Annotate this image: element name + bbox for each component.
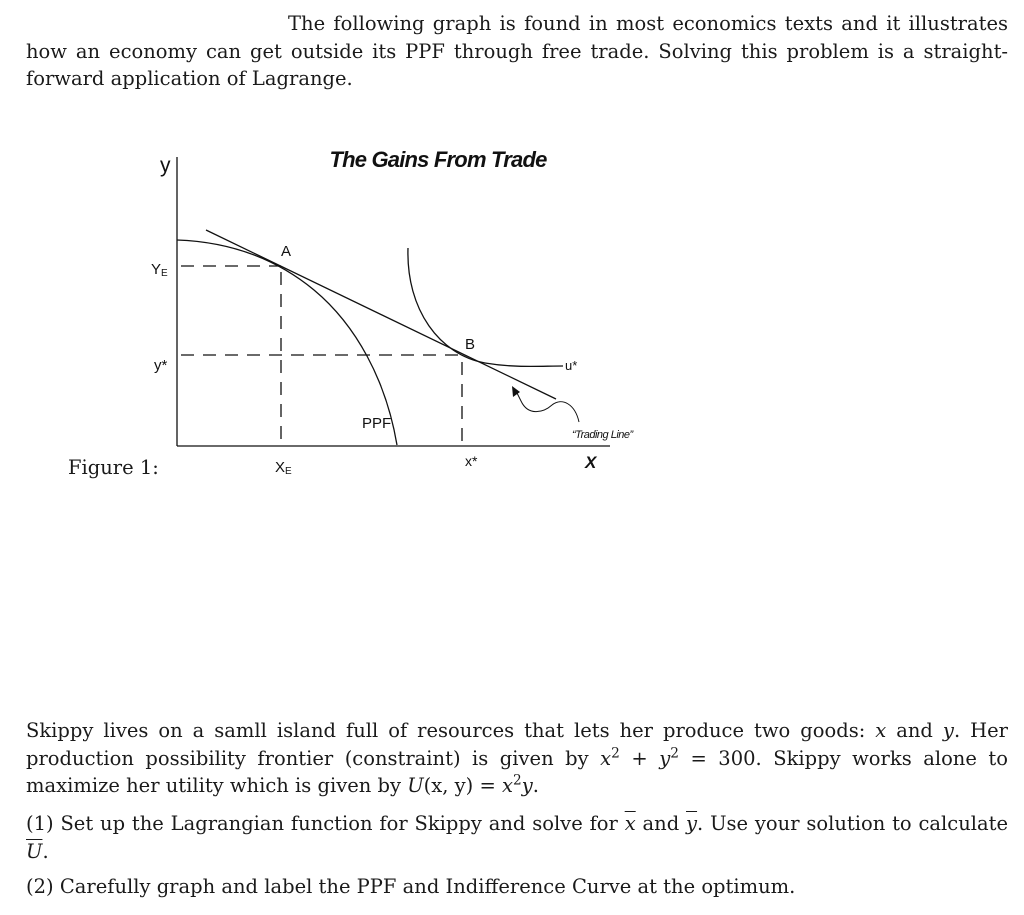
xe-label: XE: [275, 459, 292, 477]
ppf-label: PPF: [362, 415, 392, 432]
y-axis-label: y: [160, 154, 171, 177]
question-2: (2) Carefully graph and label the PPF and Indifference Curve at the optimum.: [26, 875, 796, 898]
figure-title: The Gains From Trade: [329, 147, 547, 172]
point-a-label: A: [281, 243, 292, 260]
figure-caption: Figure 1:: [68, 456, 159, 479]
pointer-arrowhead: [512, 386, 520, 397]
xstar-label: x*: [465, 453, 478, 469]
trading-line-pointer: [517, 393, 579, 422]
intro-paragraph: The following graph is found in most economics texts and it illustrates how an economy can get outside its PPF through free trade. Solving this problem is a straight-forward application of Lagrange.: [26, 12, 1008, 90]
question-1: (1) Set up the Lagrangian function for Skippy and solve for $\overline{x}$ and $\overline{y}$. Use your solution to calculate $\overline{U}$.: [26, 812, 1008, 863]
indifference-curve: [408, 248, 563, 366]
trading-line-label: “Trading Line”: [572, 429, 633, 441]
x-axis-label: X: [585, 453, 597, 472]
problem-paragraph: Skippy lives on a samll island full of resources that lets her produce two goods: x and y. Her production possibility frontier (constraint) is given by $x^2 + y^2 = 300$. Skippy works alone to maximize her utility which is given by U(x, $y) = x^2y$.: [26, 719, 1008, 797]
ustar-label: u*: [565, 358, 578, 373]
point-b-label: B: [465, 336, 476, 353]
ye-label: YE: [151, 261, 168, 279]
ystar-label: y*: [154, 357, 168, 374]
trading-line: [206, 230, 556, 399]
